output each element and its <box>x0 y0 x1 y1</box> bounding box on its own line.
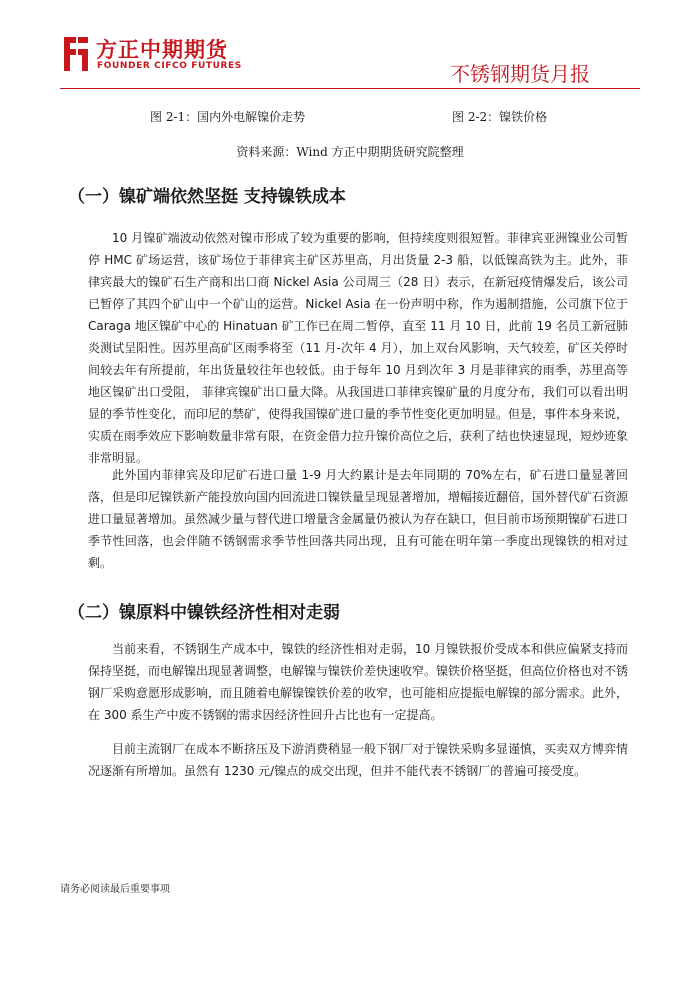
figure-caption-right: 图 2-2：镍铁价格 <box>452 110 548 124</box>
figure-source: 资料来源：Wind 方正中期期货研究院整理 <box>236 145 464 159</box>
page-header <box>0 0 700 92</box>
founder-logo-icon <box>60 35 90 73</box>
section-2-paragraph-1: 当前来看，不锈钢生产成本中，镍铁的经济性相对走弱，10 月镍铁报价受成本和供应偏紧支持而保持坚挺，而电解镍出现显著调整，电解镍与镍铁价差快速收窄。镍铁价格坚挺，但高位价格也对不锈钢厂采购意愿形成影响，而且随着电解镍镍铁价差的收窄，也可能相应提振电解镍的部分需求。此外，在 300 系生产中废不锈钢的需求因经济性回升占比也有一定提高。 <box>88 642 629 722</box>
report-title: 不锈钢期货月报 <box>450 62 590 86</box>
logo-english-name: FOUNDER CIFCO FUTURES <box>97 61 242 71</box>
section-title-2: （二）镍原料中镍铁经济性相对走弱 <box>68 603 340 623</box>
section-2-paragraph-2: 目前主流钢厂在成本不断挤压及下游消费稍显一般下钢厂对于镍铁采购多显谨慎，买卖双方博弈情况逐渐有所增加。虽然有 1230 元/镍点的成交出现，但并不能代表不锈钢厂的普遍可接受度。 <box>88 742 629 778</box>
logo-chinese-name: 方正中期期货 <box>96 38 228 62</box>
section-1-paragraph-1: 10 月镍矿端波动依然对镍市形成了较为重要的影响，但持续度则很短暂。菲律宾亚洲镍业公司暂停 HMC 矿场运营，该矿场位于菲律宾主矿区苏里高，月出货量 2-3 船，以低镍高铁为主。此外，菲律宾最大的镍矿石生产商和出口商 Nickel Asia 公司周三（28 日）表示，在新冠疫情爆发后，该公司已暂停了其四个矿山中一个矿山的运营。Nickel Asia 在一份声明中称，作为遏制措施，公司旗下位于 Caraga 地区镍矿中心的 Hinatuan 矿工作已在周二暂停，直至 11 月 10 日，此前 19 名员工新冠肺炎测试呈阳性。因苏里高矿区雨季将至（11 月-次年 4 月），加上双台风影响，天气较差，矿区关停时间较去年有所提前，年出货量较往年也较低。由于每年 10 月到次年 3 月是菲律宾的雨季，苏里高等地区镍矿出口受阻， 菲律宾镍矿出口量大降。从我国进口菲律宾镍矿量的月度分布，我们可以看出明显的季节性变化，而印尼的禁矿，使得我国镍矿进口量的季节性变化更加明显。但是，事件本身来说，实质在雨季效应下影响数量非常有限，在资金借力拉升镍价高位之后，获利了结也快速显现，短炒迹象非常明显。 <box>88 231 629 465</box>
footer-disclaimer: 请务必阅读最后重要事项 <box>60 884 170 895</box>
section-title-1: （一）镍矿端依然坚挺 支持镍铁成本 <box>68 187 346 207</box>
section-1-paragraph-2: 此外国内菲律宾及印尼矿石进口量 1-9 月大约累计是去年同期的 70%左右，矿石进口量显著回落，但是印尼镍铁新产能投放向国内回流进口镍铁量呈现显著增加，增幅接近翻倍，国外替代矿石资源进口量显著增加。虽然减少量与替代进口增量含金属量仍被认为存在缺口，但目前市场预期镍矿石进口季节性回落，也会伴随不锈钢需求季节性回落共同出现，且有可能在明年第一季度出现镍铁的相对过剩。 <box>88 468 629 570</box>
header-divider <box>60 88 640 89</box>
figure-caption-left: 图 2-1：国内外电解镍价走势 <box>150 110 306 124</box>
